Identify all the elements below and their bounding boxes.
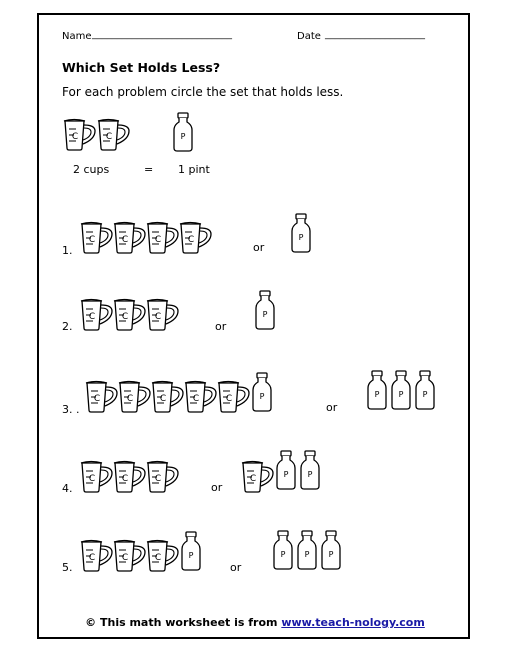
svg-text:P: P — [398, 390, 404, 399]
svg-text:C: C — [121, 553, 129, 563]
problem-3-left-cup-icon — [117, 379, 153, 413]
problem-2-left-cup-icon — [112, 297, 148, 331]
problem-4-label: 4. — [62, 482, 73, 495]
problem-2-right-pint-icon — [254, 290, 276, 330]
svg-text:C: C — [121, 474, 129, 484]
problem-3-left-cup-icon — [216, 379, 252, 413]
problem-3-or: or — [326, 401, 338, 414]
date-label: Date — [297, 31, 321, 42]
problem-5-left-cup-icon — [112, 538, 148, 572]
key-equals: = — [144, 163, 154, 176]
problem-4-or: or — [211, 481, 223, 494]
problem-1-left-cup-icon — [145, 220, 181, 254]
svg-text:C: C — [159, 394, 167, 404]
name-field[interactable]: ____________________________ — [92, 29, 232, 40]
problem-2-or: or — [215, 320, 227, 333]
problem-5-left-pint-icon — [180, 531, 202, 571]
key-cup-icon — [96, 117, 132, 151]
problem-1-left-cup-icon — [178, 220, 214, 254]
problem-4-right-pint-icon — [275, 450, 297, 490]
svg-text:P: P — [307, 470, 313, 479]
svg-text:C: C — [154, 235, 162, 245]
problem-4-left-cup-icon — [112, 459, 148, 493]
problem-4-left-cup-icon — [145, 459, 181, 493]
problem-1-label: 1. — [62, 244, 73, 257]
svg-text:C: C — [88, 474, 96, 484]
svg-text:C: C — [154, 312, 162, 322]
problem-2-left-cup-icon — [79, 297, 115, 331]
problem-5-left-cup-icon — [145, 538, 181, 572]
svg-text:C: C — [192, 394, 200, 404]
svg-text:P: P — [188, 551, 194, 560]
svg-text:C: C — [121, 235, 129, 245]
svg-text:P: P — [280, 550, 286, 559]
footer-link[interactable]: www.teach-nology.com — [281, 616, 425, 629]
problem-3-label: 3. . — [62, 403, 80, 416]
problem-1-right-pint-icon — [290, 213, 312, 253]
svg-text:C: C — [225, 394, 233, 404]
key-pint-text: 1 pint — [178, 163, 210, 176]
problem-5-right-pint-icon — [320, 530, 342, 570]
problem-5-or: or — [230, 561, 242, 574]
problem-3-left-cup-icon — [183, 379, 219, 413]
svg-text:P: P — [374, 390, 380, 399]
svg-text:P: P — [328, 550, 334, 559]
svg-text:C: C — [88, 312, 96, 322]
problem-5-right-pint-icon — [296, 530, 318, 570]
problem-1-left-cup-icon — [112, 220, 148, 254]
problem-1-or: or — [253, 241, 265, 254]
svg-text:C: C — [154, 474, 162, 484]
problem-2-left-cup-icon — [145, 297, 181, 331]
svg-text:C: C — [154, 553, 162, 563]
svg-text:C: C — [71, 132, 79, 142]
key-pint-icon — [172, 112, 194, 152]
page-title: Which Set Holds Less? — [62, 60, 221, 75]
svg-text:C: C — [88, 553, 96, 563]
problem-3-right-pint-icon — [366, 370, 388, 410]
svg-text:P: P — [304, 550, 310, 559]
footer — [0, 616, 510, 629]
svg-text:C: C — [121, 312, 129, 322]
svg-text:C: C — [88, 235, 96, 245]
svg-text:P: P — [180, 132, 186, 141]
svg-text:C: C — [187, 235, 195, 245]
problem-3-right-pint-icon — [390, 370, 412, 410]
problem-5-right-pint-icon — [272, 530, 294, 570]
key-cup-icon — [62, 117, 98, 151]
svg-text:P: P — [298, 233, 304, 242]
problem-3-right-pint-icon — [414, 370, 436, 410]
problem-5-left-cup-icon — [79, 538, 115, 572]
svg-text:C: C — [105, 132, 113, 142]
instructions: For each problem circle the set that holds less. — [62, 85, 344, 99]
date-field[interactable]: ____________________ — [325, 29, 425, 40]
svg-text:P: P — [422, 390, 428, 399]
key-cups-text: 2 cups — [73, 163, 110, 176]
problem-3-left-cup-icon — [84, 379, 120, 413]
problem-5-label: 5. — [62, 561, 73, 574]
svg-text:C: C — [126, 394, 134, 404]
svg-text:C: C — [93, 394, 101, 404]
svg-text:C: C — [249, 474, 257, 484]
name-label: Name — [62, 31, 92, 42]
problem-3-left-cup-icon — [150, 379, 186, 413]
svg-text:P: P — [262, 310, 268, 319]
problem-3-left-pint-icon — [251, 372, 273, 412]
footer-text: © This math worksheet is from — [85, 616, 282, 629]
svg-text:P: P — [283, 470, 289, 479]
problem-4-left-cup-icon — [79, 459, 115, 493]
svg-text:P: P — [259, 392, 265, 401]
problem-2-label: 2. — [62, 320, 73, 333]
problem-4-right-pint-icon — [299, 450, 321, 490]
problem-4-right-cup-icon — [240, 459, 276, 493]
problem-1-left-cup-icon — [79, 220, 115, 254]
